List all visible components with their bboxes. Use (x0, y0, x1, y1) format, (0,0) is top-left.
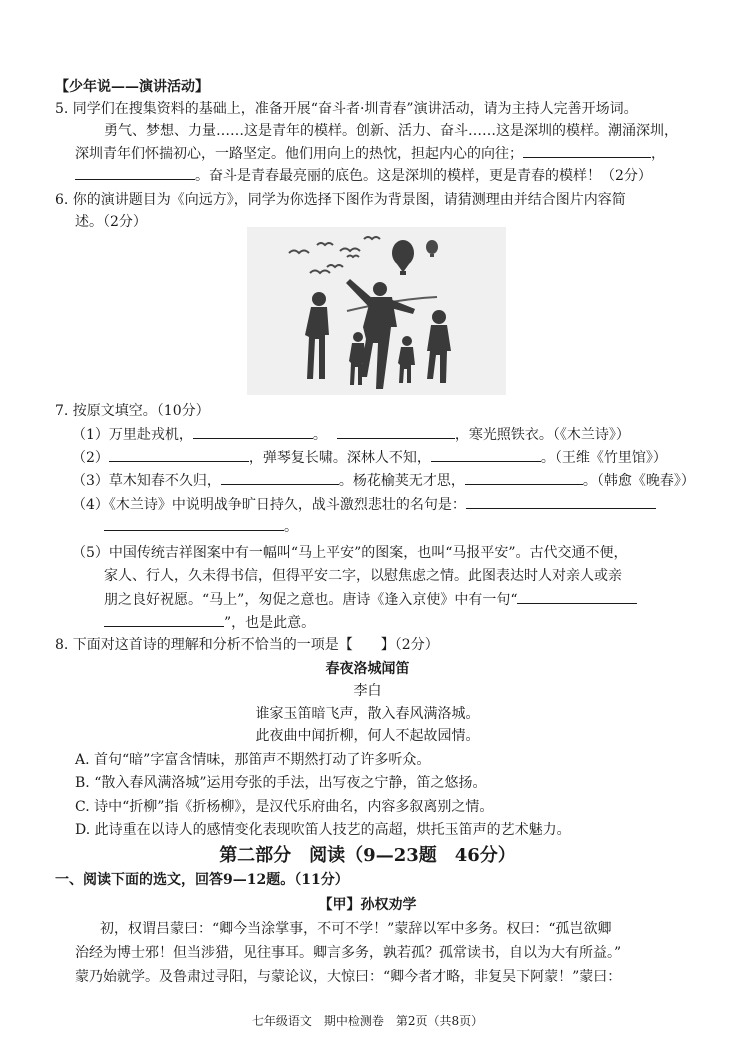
q7-blank-4[interactable] (431, 447, 541, 462)
q7-item3-text-c: 。（韩愈《晚春》） (582, 473, 695, 489)
q7-blank-10[interactable] (104, 612, 224, 627)
runners-silhouette-icon (247, 227, 506, 395)
q7-item5-line4-text: ”，也是此意。 (224, 615, 316, 631)
poem-line2: 此夜曲中闻折柳，何人不起故园情。 (255, 728, 480, 744)
q7-item1 (72, 424, 630, 445)
q7-item1-text-a: （1）万里赴戎机， (72, 427, 193, 443)
q7-blank-6[interactable] (465, 470, 583, 485)
q7-item5-line3 (104, 589, 637, 610)
q7-blank-3[interactable] (109, 447, 249, 462)
q7-blank-1[interactable] (193, 424, 313, 439)
q7-item4-line2 (104, 516, 298, 537)
q7-item3-text-b: 。杨花榆荚无才思， (338, 473, 465, 489)
q7-item4-text-a: （4）《木兰诗》中说明战争旷日持久，战斗激烈悲壮的名句是： (72, 497, 466, 513)
q5-blank-2[interactable] (75, 165, 195, 180)
poem-author: 李白 (353, 683, 382, 699)
q5-comma: ， (651, 146, 665, 162)
q8-option-b: B. “散入春风满洛城”运用夸张的手法，出写夜之宁静，笛之悠扬。 (75, 775, 487, 791)
hot-air-balloon-icon (392, 240, 438, 275)
q7-blank-9[interactable] (517, 589, 637, 604)
q8-stem: 8. 下面对这首诗的理解和分析不恰当的一项是【 】（2分） (55, 637, 439, 653)
q7-item3-text-a: （3）草木知春不久归， (72, 473, 221, 489)
q7-item1-text-b: 。 (312, 427, 327, 443)
q7-item5-line3-text: 朋之良好祝愿。“马上”，匆促之意也。唐诗《逢入京使》中有一句“ (104, 592, 518, 608)
q6-stem-line1: 6. 你的演讲题目为《向远方》，同学为你选择下图作为背景图，请猜测理由并结合图片内容简 (55, 192, 626, 208)
q7-item4 (72, 494, 656, 515)
q7-stem: 7. 按原文填空。（10分） (55, 403, 210, 419)
q8-option-d: D. 此诗重在以诗人的感情变化表现吹笛人技艺的高超，烘托玉笛声的艺术魅力。 (75, 822, 571, 838)
q7-blank-8[interactable] (104, 516, 284, 531)
q7-blank-2[interactable] (337, 424, 455, 439)
q7-item2-text-a: （2） (72, 450, 109, 466)
q5-stem: 5. 同学们在搜集资料的基础上，准备开展“奋斗者·圳青春”演讲活动，请为主持人完善开场词。 (55, 101, 638, 117)
q8-option-c: C. 诗中“折柳”指《折杨柳》，是汉代乐府曲名，内容多叙离别之情。 (75, 799, 494, 815)
q5-para-line1: 勇气、梦想、力量……这是青年的模样。创新、活力、奋斗……这是深圳的模样。潮涌深圳， (104, 123, 678, 139)
q5-blank-1[interactable] (523, 143, 651, 158)
passage-line1: 初，权谓吕蒙曰：“卿今当涂掌事，不可不学！”蒙辞以军中多务。权曰：“孤岂欲卿 (100, 921, 612, 937)
poem-line1: 谁家玉笛暗飞声，散入春风满洛城。 (255, 706, 480, 722)
q7-blank-7[interactable] (466, 494, 656, 509)
q7-item5-line4 (104, 612, 315, 633)
q5-para-line2 (75, 143, 665, 164)
poem-title: 春夜洛城闻笛 (325, 661, 410, 677)
q8-option-a: A. 首句“暗”字富含情味，那笛声不期然打动了许多听众。 (75, 752, 431, 768)
q6-stem-line2: 述。（2分） (75, 214, 147, 230)
passage-line3: 蒙乃始就学。及鲁肃过寻阳，与蒙论议，大惊曰：“卿今者才略，非复吴下阿蒙！”蒙曰： (75, 969, 622, 985)
q7-blank-5[interactable] (221, 470, 339, 485)
passage-jia-title: 【甲】孙权劝学 (318, 897, 417, 913)
passage-line2: 治经为博士邪！但当涉猎，见往事耳。卿言多务，孰若孤？孤常读书，自以为大有所益。” (75, 945, 622, 961)
section-title: 【少年说——演讲活动】 (55, 79, 209, 95)
part2-title: 第二部分 阅读（9—23题 46分） (219, 845, 516, 866)
background-figure (247, 227, 506, 395)
q7-item2 (72, 447, 667, 468)
q7-item4-text-b: 。 (284, 519, 298, 535)
birds-icon (289, 237, 380, 273)
q7-item5-line1: （5）中国传统吉祥图案中有一幅叫“马上平安”的图案，也叫“马报平安”。古代交通不便， (72, 545, 628, 561)
q7-item2-text-c: 。（王维《竹里馆》） (540, 450, 667, 466)
q5-para-line2-text: 深圳青年们怀揣初心，一路坚定。他们用向上的热忱，担起内心的向往； (75, 146, 523, 162)
q7-item5-line2: 家人、行人，久未得书信，但得平安二字，以慰焦虑之情。此图表达时人对亲人或亲 (104, 568, 622, 584)
page-footer: 七年级语文 期中检测卷 第2页（共8页） (251, 1014, 484, 1028)
q7-item3 (72, 470, 695, 491)
q7-item2-text-b: ，弹琴复长啸。深林人不知， (248, 450, 431, 466)
q5-para-line3-text: 。奋斗是青春最亮丽的底色。这是深圳的模样，更是青春的模样！（2分） (195, 168, 652, 184)
q7-item1-text-c: ，寒光照铁衣。（《木兰诗》） (454, 427, 630, 443)
part2-subtitle: 一、阅读下面的选文，回答9—12题。（11分） (55, 872, 349, 888)
q5-para-line3 (75, 165, 652, 186)
